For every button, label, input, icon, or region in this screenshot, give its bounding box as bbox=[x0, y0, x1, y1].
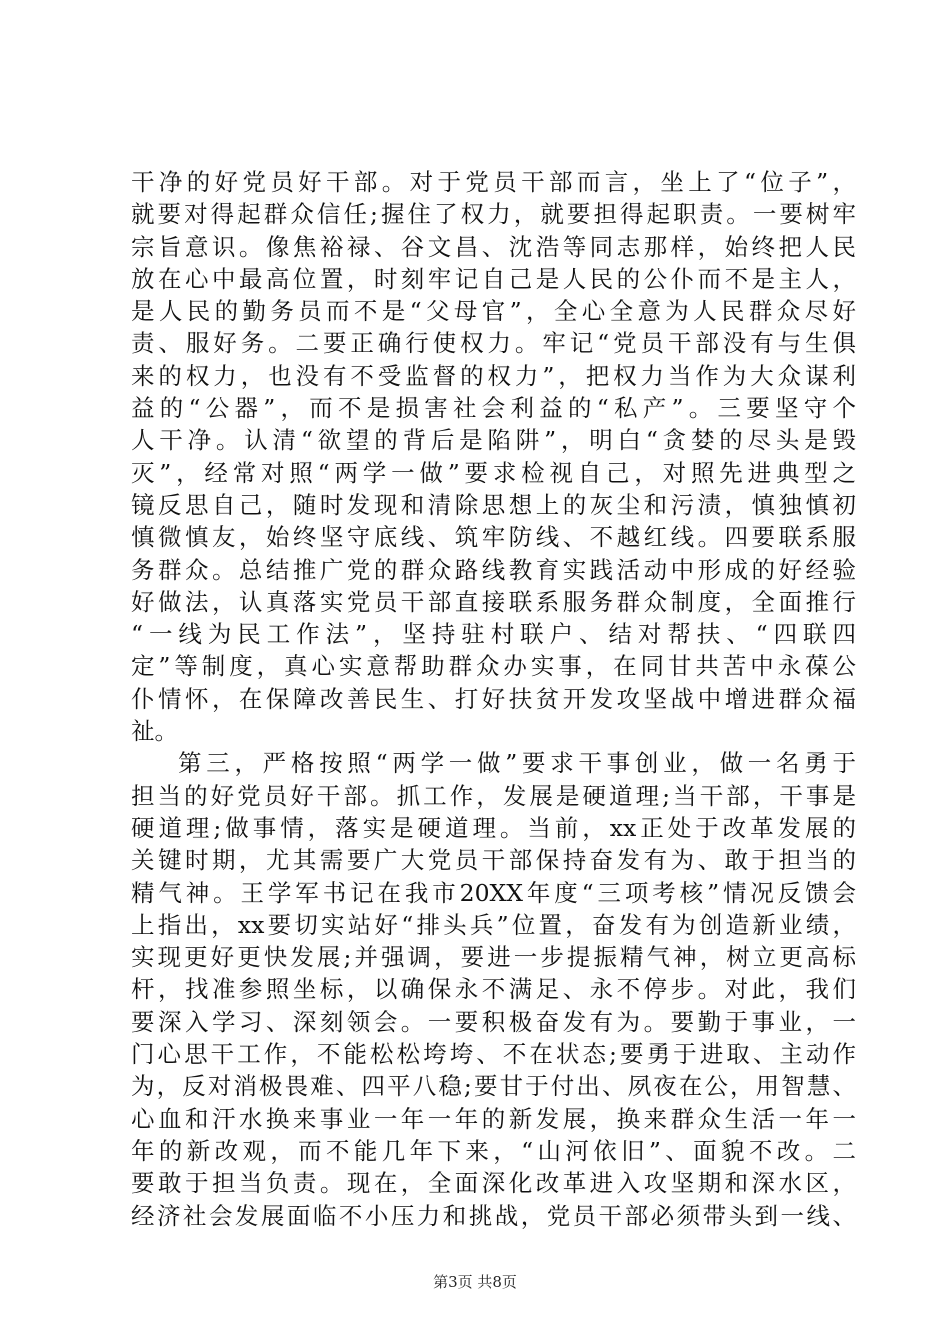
text-line: 益的“公器”，而不是损害社会利益的“私产”。三要坚守个 bbox=[131, 394, 856, 423]
text-line: 经济社会发展面临不小压力和挑战，党员干部必须带头到一线、 bbox=[131, 1201, 856, 1230]
text-line: 上指出，xx要切实站好“排头兵”位置，奋发有为创造新业绩， bbox=[131, 910, 856, 939]
text-line: 是人民的勤务员而不是“父母官”，全心全意为人民群众尽好 bbox=[131, 297, 856, 326]
text-line: 放在心中最高位置，时刻牢记自己是人民的公仆而不是主人， bbox=[131, 264, 856, 293]
text-line: 祉。 bbox=[131, 717, 178, 746]
text-line: 责、服好务。二要正确行使权力。牢记“党员干部没有与生俱 bbox=[131, 329, 856, 358]
text-line: 灭”，经常对照“两学一做”要求检视自己，对照先进典型之 bbox=[131, 458, 856, 487]
text-line: 关键时期，尤其需要广大党员干部保持奋发有为、敢于担当的 bbox=[131, 846, 856, 875]
text-line: 镜反思自己，随时发现和清除思想上的灰尘和污渍，慎独慎初 bbox=[131, 490, 856, 519]
paragraph-third bbox=[131, 747, 856, 1231]
text-line: 干净的好党员好干部。对于党员干部而言，坐上了“位子”， bbox=[131, 168, 856, 196]
document-body bbox=[131, 166, 856, 1232]
text-line: 仆情怀，在保障改善民生、打好扶贫开发攻坚战中增进群众福 bbox=[131, 684, 856, 713]
text-line: 心血和汗水换来事业一年一年的新发展，换来群众生活一年一 bbox=[131, 1104, 856, 1133]
text-line: 宗旨意识。像焦裕禄、谷文昌、沈浩等同志那样，始终把人民 bbox=[131, 232, 856, 261]
text-line: 就要对得起群众信任;握住了权力，就要担得起职责。一要树牢 bbox=[131, 200, 856, 229]
text-line: 要敢于担当负责。现在，全面深化改革进入攻坚期和深水区， bbox=[131, 1169, 856, 1198]
text-line: 来的权力，也没有不受监督的权力”，把权力当作为大众谋利 bbox=[131, 361, 856, 390]
text-line: 要深入学习、深刻领会。一要积极奋发有为。要勤于事业，一 bbox=[131, 1007, 856, 1036]
text-line: 务群众。总结推广党的群众路线教育实践活动中形成的好经验 bbox=[131, 555, 856, 584]
paragraph-duty bbox=[131, 166, 856, 747]
text-line: 第三，严格按照“两学一做”要求干事创业，做一名勇于 bbox=[178, 749, 856, 778]
text-line: “一线为民工作法”，坚持驻村联户、结对帮扶、“四联四 bbox=[131, 620, 856, 649]
text-line: 年的新改观，而不能几年下来，“山河依旧”、面貌不改。二 bbox=[131, 1136, 856, 1165]
text-line: 担当的好党员好干部。抓工作，发展是硬道理;当干部，干事是 bbox=[131, 781, 856, 810]
text-line: 定”等制度，真心实意帮助群众办实事，在同甘共苦中永葆公 bbox=[131, 652, 856, 681]
text-line: 门心思干工作，不能松松垮垮、不在状态;要勇于进取、主动作 bbox=[131, 1040, 856, 1069]
text-line: 好做法，认真落实党员干部直接联系服务群众制度，全面推行 bbox=[131, 587, 856, 616]
text-line: 精气神。王学军书记在我市20XX年度“三项考核”情况反馈会 bbox=[131, 878, 856, 907]
text-line: 杆，找准参照坐标，以确保永不满足、永不停步。对此，我们 bbox=[131, 975, 856, 1004]
text-line: 硬道理;做事情，落实是硬道理。当前，xx正处于改革发展的 bbox=[131, 813, 856, 842]
text-line: 人干净。认清“欲望的背后是陷阱”，明白“贪婪的尽头是毁 bbox=[131, 426, 856, 455]
text-line: 慎微慎友，始终坚守底线、筑牢防线、不越红线。四要联系服 bbox=[131, 523, 856, 552]
text-line: 实现更好更快发展;并强调，要进一步提振精气神，树立更高标 bbox=[131, 943, 856, 972]
page-number-footer: 第3页 共8页 bbox=[433, 1273, 517, 1291]
text-line: 为，反对消极畏难、四平八稳;要甘于付出、夙夜在公，用智慧、 bbox=[131, 1072, 856, 1101]
